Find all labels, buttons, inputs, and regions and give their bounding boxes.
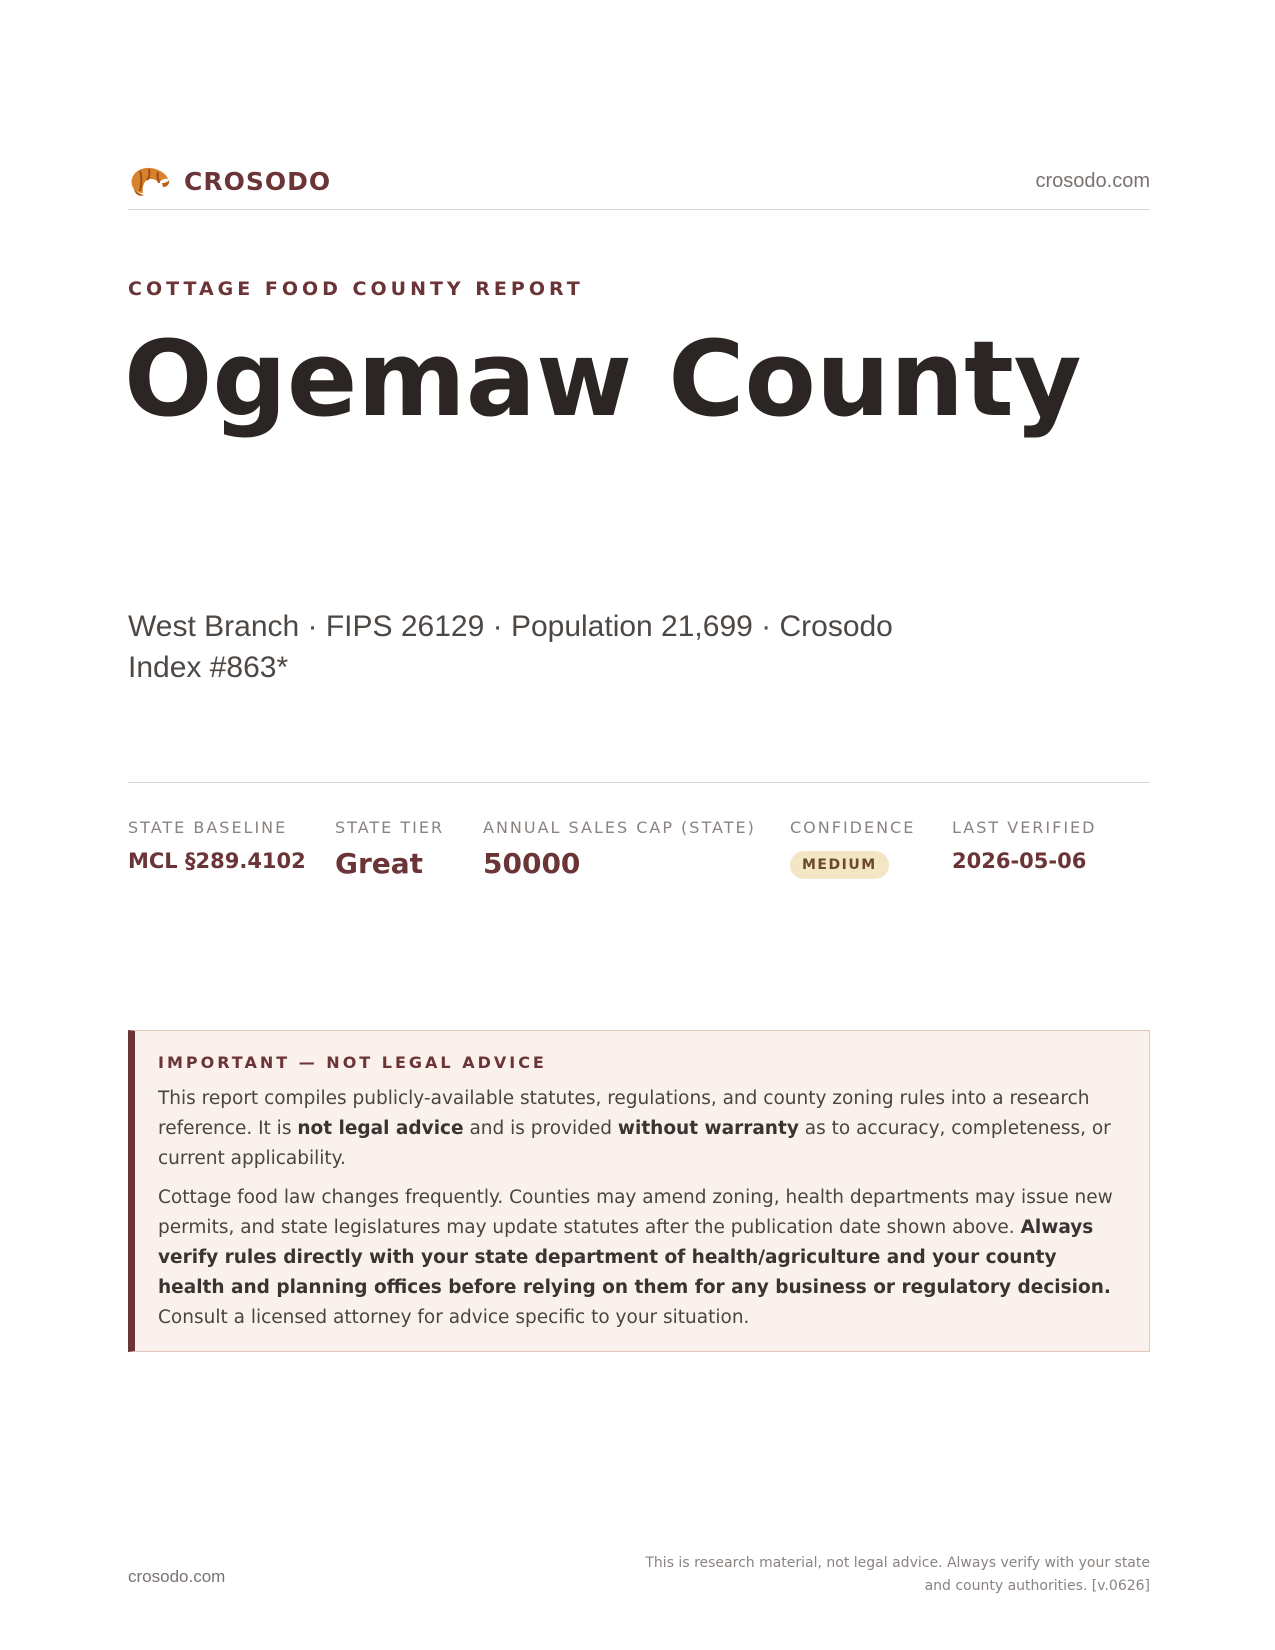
- notice-text: and is provided: [463, 1118, 618, 1139]
- notice-emphasis: not legal advice: [297, 1118, 464, 1139]
- stat-value: MCL §289.4102: [128, 849, 306, 873]
- croissant-icon: [128, 163, 170, 199]
- stat-label: CONFIDENCE: [790, 818, 916, 837]
- stat-value: Great: [335, 847, 424, 880]
- stats-row: [128, 818, 1150, 898]
- stat-confidence: [790, 818, 915, 879]
- footer-url[interactable]: crosodo.com: [128, 1567, 226, 1586]
- status-badge: MEDIUM: [790, 851, 889, 879]
- notice-text: This report compiles publicly-available statutes, regulations, and county zoning rules into a research reference. It is: [158, 1088, 1090, 1139]
- page-header: [128, 158, 1150, 204]
- stat-last-verified: [952, 818, 1096, 873]
- footer-disclaimer: [630, 1552, 1150, 1598]
- footer-disclaimer-line: and county authorities. [v.0626]: [924, 1578, 1150, 1594]
- stat-value: 2026-05-06: [952, 849, 1087, 873]
- brand-name: CROSODO: [184, 166, 332, 196]
- page-title: Ogemaw County: [124, 318, 1082, 440]
- stat-label: LAST VERIFIED: [952, 818, 1097, 837]
- stat-label: ANNUAL SALES CAP (STATE): [483, 818, 756, 837]
- notice-paragraph-2: [158, 1183, 1125, 1333]
- notice-text: as to accuracy, completeness, or current applicability.: [158, 1118, 1111, 1169]
- notice-emphasis: Always verify rules directly with your state department of health/agriculture and your county health and planning offices before relying on them for any business or regulatory decision.: [158, 1217, 1111, 1298]
- stat-label: STATE TIER: [335, 818, 445, 837]
- stat-label: STATE BASELINE: [128, 818, 288, 837]
- header-url[interactable]: crosodo.com: [1035, 169, 1150, 192]
- stat-state-baseline: [128, 818, 306, 873]
- header-divider: [128, 209, 1150, 210]
- section-divider: [128, 782, 1150, 783]
- notice-text: Cottage food law changes frequently. Counties may amend zoning, health departments may issue new permits, and state legislatures may update statutes after the publication date shown above.: [158, 1187, 1113, 1238]
- report-subtitle: West Branch · FIPS 26129 · Population 21,699 · Crosodo Index #863*: [128, 610, 893, 684]
- stat-state-tier: [335, 818, 444, 880]
- notice-emphasis: without warranty: [617, 1118, 799, 1139]
- notice-text: Consult a licensed attorney for advice specific to your situation.: [158, 1307, 750, 1328]
- brand: [128, 163, 331, 199]
- report-page: [124, 0, 1150, 1650]
- stat-value: 50000: [483, 847, 581, 880]
- report-kicker: COTTAGE FOOD COUNTY REPORT: [128, 278, 584, 300]
- notice-paragraph-1: [158, 1084, 1125, 1174]
- notice-title: IMPORTANT — NOT LEGAL ADVICE: [158, 1053, 547, 1072]
- footer-disclaimer-line: This is research material, not legal advice. Always verify with your state: [645, 1555, 1150, 1571]
- stat-sales-cap: [483, 818, 756, 880]
- legal-notice: [128, 1030, 1150, 1352]
